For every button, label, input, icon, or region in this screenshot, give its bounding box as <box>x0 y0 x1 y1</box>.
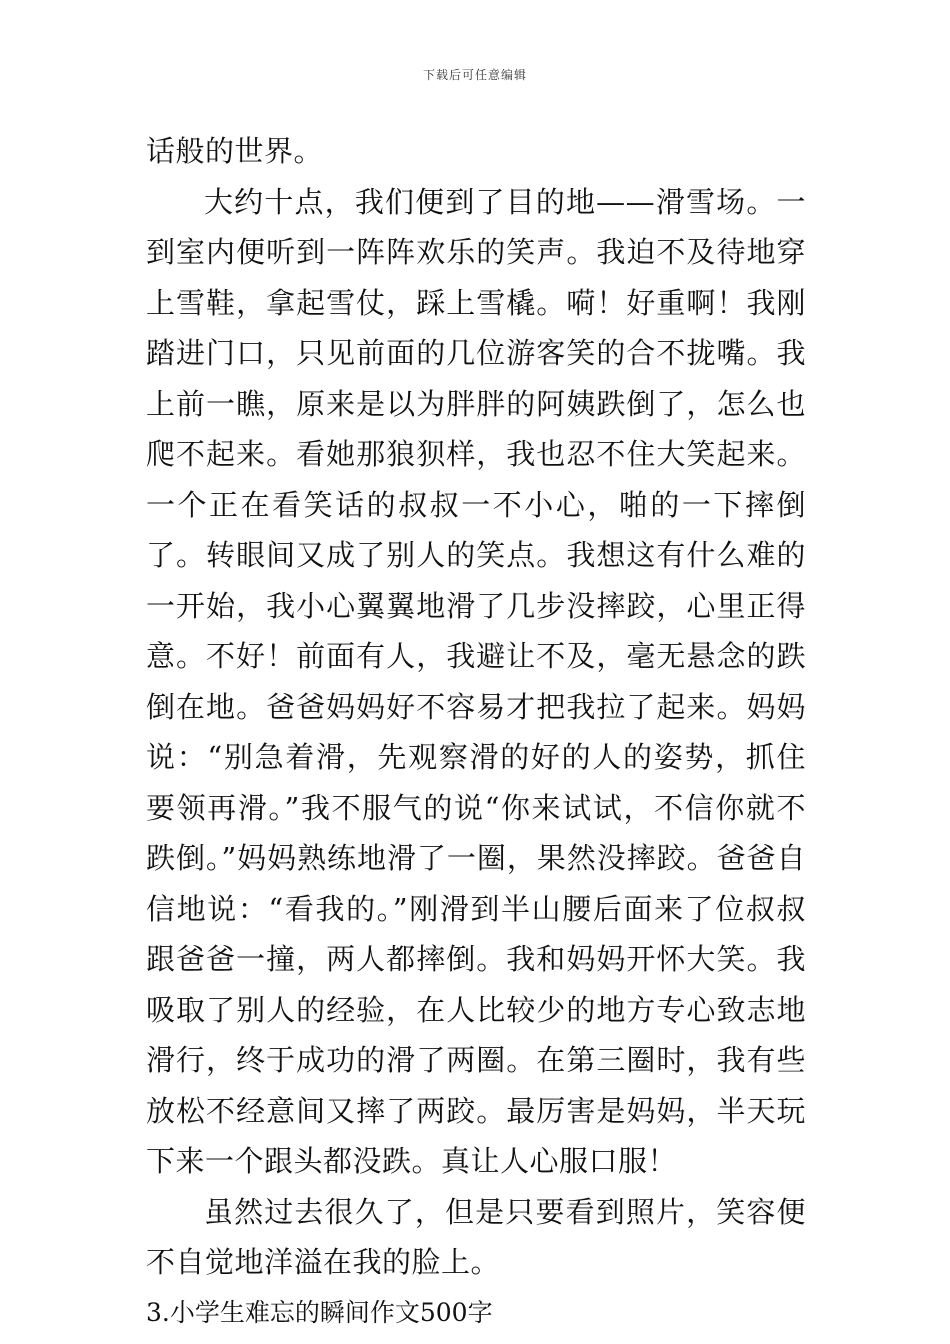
paragraph-conclusion: 虽然过去很久了，但是只要看到照片，笑容便不自觉地洋溢在我的脸上。 <box>146 1194 806 1279</box>
document-body <box>146 126 806 1338</box>
header-note: 下载后可任意编辑 <box>422 68 527 82</box>
paragraph-ski-story: 大约十点，我们便到了目的地——滑雪场。一到室内便听到一阵阵欢乐的笑声。我迫不及待地穿上雪鞋，拿起雪仗，踩上雪橇。嗬！好重啊！我刚踏进门口，只见前面的几位游客笑的合不拢嘴。我上前一瞧，原来是以为胖胖的阿姨跌倒了，怎么也爬不起来。看她那狼狈样，我也忍不住大笑起来。一个正在看笑话的叔叔一不小心，啪的一下摔倒了。转眼间又成了别人的笑点。我想这有什么难的一开始，我小心翼翼地滑了几步没摔跤，心里正得意。不好！前面有人，我避让不及，毫无悬念的跌倒在地。爸爸妈妈好不容易才把我拉了起来。妈妈说：“别急着滑，先观察滑的好的人的姿势，抓住要领再滑。”我不服气的说“你来试试，不信你就不跌倒。”妈妈熟练地滑了一圈，果然没摔跤。爸爸自信地说：“看我的。”刚滑到半山腰后面来了位叔叔跟爸爸一撞，两人都摔倒。我和妈妈开怀大笑。我吸取了别人的经验，在人比较少的地方专心致志地滑行，终于成功的滑了两圈。在第三圈时，我有些放松不经意间又摔了两跤。最厉害是妈妈，半天玩下来一个跟头都没跌。真让人心服口服！ <box>146 184 806 1178</box>
paragraph-continuation: 话般的世界。 <box>146 134 324 168</box>
section-heading: 3.小学生难忘的瞬间作文500字 <box>146 1297 493 1327</box>
